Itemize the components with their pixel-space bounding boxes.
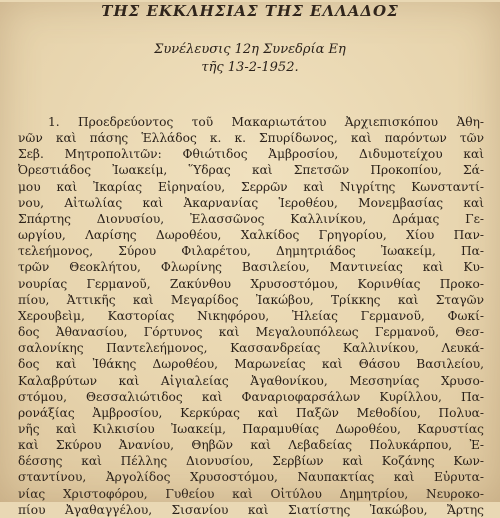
body-line-19: ρονάξίας Ἀμβροσίου, Κερκύρας καὶ Παξῶν Μεθοδίου, Πολυα-	[18, 405, 484, 420]
session-title: Συνέλευσις 12η Συνεδρία Εη	[154, 42, 346, 57]
body-line-12: πίου, Ἀττικῆς καὶ Μεγαρίδος Ἰακώβου, Τρίκκης καὶ Σταγῶν	[18, 292, 484, 307]
body-line-5: μου καὶ Ἰκαρίας Εἰρηναίου, Σερρῶν καὶ Νιγρίτης Κωνσταντί-	[18, 179, 484, 194]
session-date: τῆς 13-2-1952.	[201, 60, 299, 75]
body-line-16: δος καὶ Ἰθάκης Δωροθέου, Μαρωνείας καὶ Θάσου Βασιλείου,	[18, 357, 484, 372]
document-body	[18, 114, 484, 518]
body-line-24: νίας Χριστοφόρου, Γυθείου καὶ Οἰτύλου Δημητρίου, Νευροκο-	[18, 486, 484, 501]
document-page	[0, 2, 500, 517]
body-line-14: δος Ἀθανασίου, Γόρτυνος καὶ Μεγαλουπόλεως Γερμανοῦ, Θεσ-	[18, 325, 484, 340]
body-line-17: Καλαβρύτων καὶ Αἰγιαλείας Ἀγαθονίκου, Μεσσηνίας Χρυσο-	[18, 373, 484, 388]
body-line-3: Σεβ. Μητροπολιτῶν: Φθιώτιδος Ἀμβροσίου, Διδυμοτείχου καὶ	[18, 147, 484, 162]
body-line-20: νῆς καὶ Κιλκισίου Ἰωακείμ, Παραμυθίας Δωροθέου, Καρυστίας	[18, 421, 484, 436]
body-line-13: Χερουβεὶμ, Καστορίας Νικηφόρου, Ἠλείας Γερμανοῦ, Φωκί-	[18, 308, 484, 323]
body-line-23: σταντίνου, Ἀργολίδος Χρυσοστόμου, Ναυπακτίας καὶ Εὐρυτα-	[18, 470, 484, 485]
body-line-2: νῶν καὶ πάσης Ἑλλάδος κ. κ. Σπυρίδωνος, καὶ παρόντων τῶν	[18, 131, 484, 146]
body-line-25: πίου Ἀγαθαγγέλου, Σισανίου καὶ Σιατίστης Ἰακώβου, Ἄρτης	[18, 502, 484, 517]
body-line-18: στόμου, Θεσσαλιώτιδος καὶ Φαναριοφαρσάλων Κυρίλλου, Πα-	[18, 389, 484, 404]
body-line-22: δέσσης καὶ Πέλλης Διονυσίου, Σερβίων καὶ Κοζάνης Κων-	[18, 454, 484, 469]
body-line-7: Σπάρτης Διονυσίου, Ἐλασσῶνος Καλλινίκου, Δράμας Γε-	[18, 211, 484, 226]
body-line-15: σαλονίκης Παντελεήμονος, Κασσανδρείας Καλλινίκου, Λευκά-	[18, 341, 484, 356]
body-line-11: νουρίας Γερμανοῦ, Ζακύνθου Χρυσοστόμου, Κορινθίας Προκο-	[18, 276, 484, 291]
document-header: ΤΗΣ ΕΚΚΛΗΣΙΑΣ ΤΗΣ ΕΛΛΑΔΟΣ	[101, 2, 399, 20]
body-line-9: τελεήμονος, Σύρου Φιλαρέτου, Δημητριάδος Ἰωακείμ, Πα-	[18, 244, 484, 259]
body-line-4: Ὀρεστιάδος Ἰωακείμ, Ὕδρας καὶ Σπετσῶν Προκοπίου, Σά-	[18, 163, 484, 178]
body-line-1: 1. Προεδρεύοντος τοῦ Μακαριωτάτου Ἀρχιεπισκόπου Ἀθη-	[48, 115, 484, 129]
body-line-8: ωργίου, Λαρίσης Δωροθέου, Χαλκίδος Γρηγορίου, Χίου Παν-	[18, 228, 484, 243]
body-line-21: καὶ Σκύρου Ἀνανίου, Θηβῶν καὶ Λεβαδείας Πολυκάρπου, Ἐ-	[18, 438, 484, 453]
body-line-10: τρῶν Θεοκλήτου, Φλωρίνης Βασιλείου, Μαντινείας καὶ Κυ-	[18, 260, 484, 275]
body-line-6: νου, Αἰτωλίας καὶ Ἀκαρνανίας Ἱεροθέου, Μονεμβασίας καὶ	[18, 195, 484, 210]
